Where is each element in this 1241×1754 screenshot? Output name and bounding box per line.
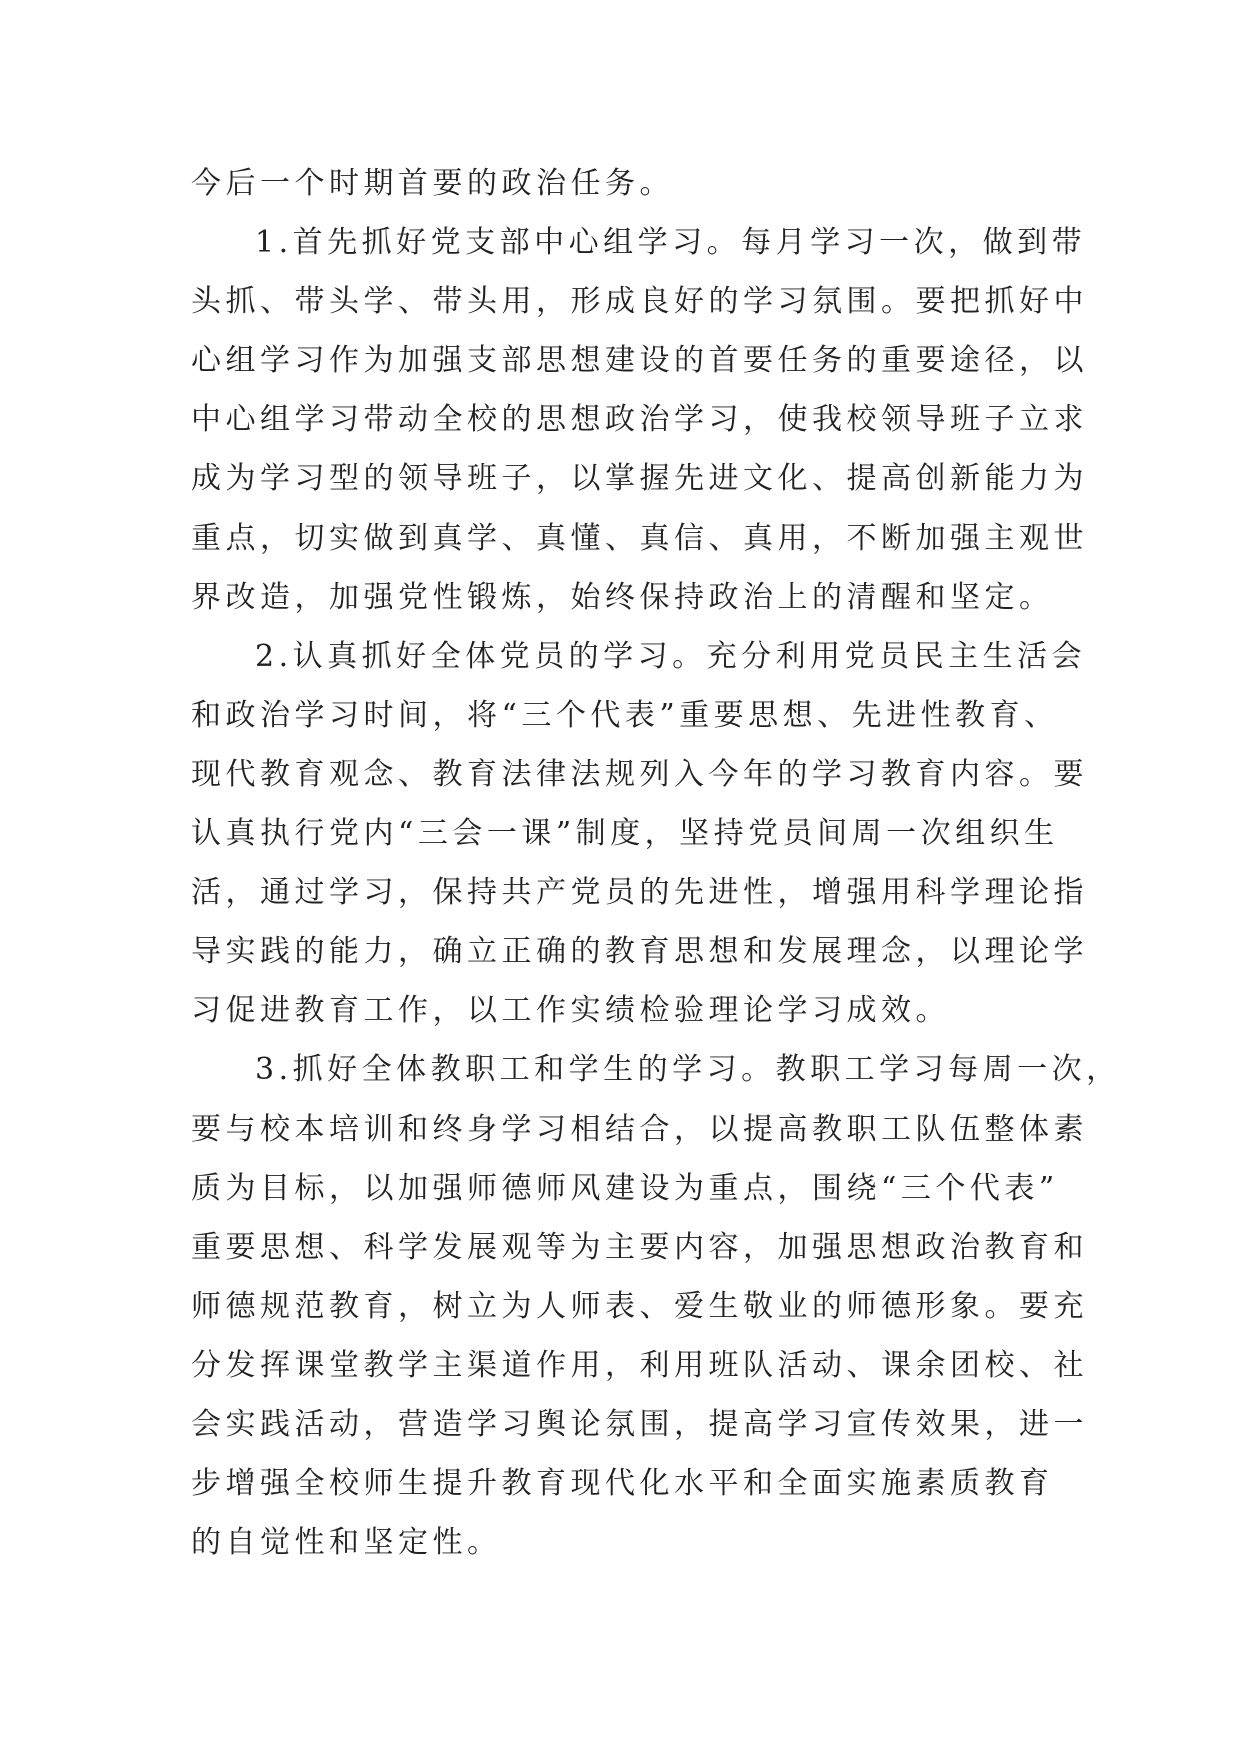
text-line: 质为目标，以加强师德师风建设为重点，围绕“三个代表” xyxy=(191,1170,1059,1206)
text-line: 成为学习型的领导班子，以掌握先进文化、提高创新能力为 xyxy=(191,461,1088,497)
paragraph-start-line: 1.首先抓好党支部中心组学习。每月学习一次，做到带 xyxy=(255,225,1087,261)
text-line: 界改造，加强党性锻炼，始终保持政治上的清醒和坚定。 xyxy=(191,579,1054,615)
text-line: 认真执行党内“三会一课”制度，坚持党员间周一次组织生 xyxy=(191,816,1059,852)
text-line: 今后一个时期首要的政治任务。 xyxy=(191,166,674,201)
text-line: 习促进教育工作，以工作实绩检验理论学习成效。 xyxy=(191,993,950,1029)
text-line: 分发挥课堂教学主渠道作用，利用班队活动、课余团校、社 xyxy=(191,1347,1088,1383)
paragraph-start-line: 2.认真抓好全体党员的学习。充分利用党员民主生活会 xyxy=(255,638,1087,674)
text-line: 重点，切实做到真学、真懂、真信、真用，不断加强主观世 xyxy=(191,520,1088,556)
text-line: 现代教育观念、教育法律法规列入今年的学习教育内容。要 xyxy=(191,756,1088,792)
text-line: 的自觉性和坚定性。 xyxy=(191,1525,502,1561)
text-line: 导实践的能力，确立正确的教育思想和发展理念，以理论学 xyxy=(191,934,1088,970)
text-line: 和政治学习时间，将“三个代表”重要思想、先进性教育、 xyxy=(191,697,1059,733)
text-line: 重要思想、科学发展观等为主要内容，加强思想政治教育和 xyxy=(191,1229,1088,1265)
text-line: 中心组学习带动全校的思想政治学习，使我校领导班子立求 xyxy=(191,402,1088,438)
paragraph-start-line: 3.抓好全体教职工和学生的学习。教职工学习每周一次， xyxy=(255,1052,1121,1088)
text-line: 活，通过学习，保持共产党员的先进性，增强用科学理论指 xyxy=(191,875,1088,911)
text-line: 要与校本培训和终身学习相结合，以提高教职工队伍整体素 xyxy=(191,1111,1088,1147)
text-line: 会实践活动，营造学习舆论氛围，提高学习宣传效果，进一 xyxy=(191,1406,1088,1442)
document-body xyxy=(191,154,1121,1572)
text-line: 步增强全校师生提升教育现代化水平和全面实施素质教育 xyxy=(191,1466,1054,1502)
text-line: 师德规范教育，树立为人师表、爱生敬业的师德形象。要充 xyxy=(191,1288,1088,1324)
text-line: 心组学习作为加强支部思想建设的首要任务的重要途径，以 xyxy=(191,343,1088,379)
text-line: 头抓、带头学、带头用，形成良好的学习氛围。要把抓好中 xyxy=(191,284,1088,320)
